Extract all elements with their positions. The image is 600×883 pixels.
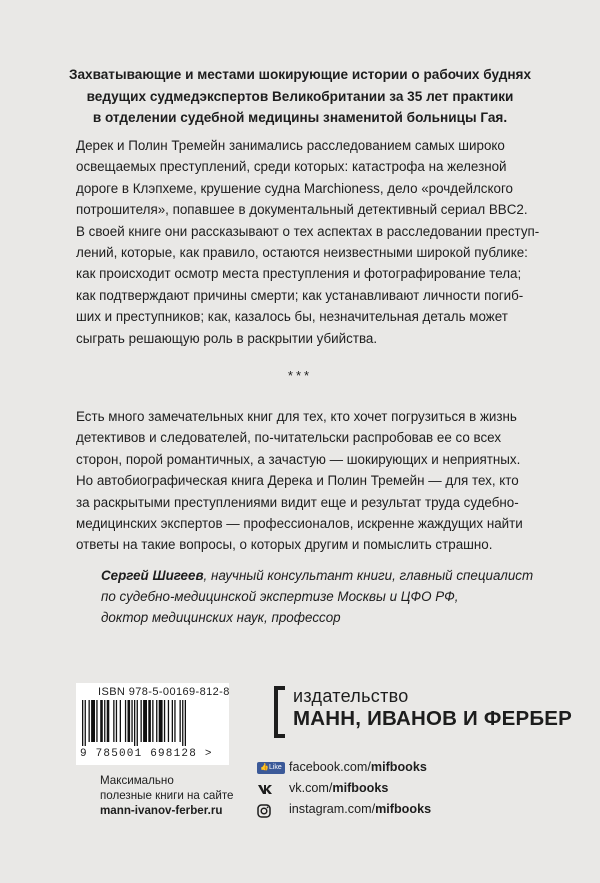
barcode-icon bbox=[80, 700, 226, 748]
barcode-bar bbox=[164, 700, 165, 742]
paragraph-line: сторон, порой романтичных, а зачастую — шокирующих и неприятных. bbox=[76, 451, 521, 467]
lead-summary bbox=[58, 64, 542, 129]
barcode-bar bbox=[159, 700, 163, 742]
review-attribution bbox=[101, 565, 561, 628]
barcode-bar bbox=[143, 700, 147, 742]
paragraph-line: медицинских экспертов — профессионалов, искренне жаждущих найти bbox=[76, 516, 523, 532]
barcode-bar bbox=[134, 700, 135, 746]
barcode-bar bbox=[128, 700, 131, 742]
publisher-bracket-icon bbox=[274, 686, 285, 738]
lead-line: ведущих судмедэкспертов Великобритании за 35 лет практики bbox=[86, 88, 514, 104]
isbn-text: ISBN 978-5-00169-812-8 bbox=[98, 686, 230, 698]
social-handle: mifbooks bbox=[370, 760, 427, 774]
paragraph-line: за раскрытыми преступлениями видит еще и результат труда судебно- bbox=[76, 494, 519, 510]
paragraph-line: потрошителя», попавшее в документальный детективный сериал BBC2. bbox=[76, 202, 528, 218]
paragraph-line: детективов и следователей, по-читательски распробовав ее со всех bbox=[76, 430, 502, 446]
barcode-bar bbox=[185, 700, 186, 746]
barcode-bar bbox=[131, 700, 132, 742]
lead-line: Захватывающие и местами шокирующие истории о рабочих буднях bbox=[68, 67, 532, 82]
social-handle: mifbooks bbox=[332, 781, 389, 795]
paragraph-line: ших и преступников; как, казалось бы, незначительная деталь может bbox=[76, 309, 508, 325]
paragraph-line: лений, которые, как правило, остаются неизвестными широкой публике: bbox=[76, 245, 528, 261]
publisher-label: издательство bbox=[293, 686, 409, 706]
paragraph-line: В своей книге они рассказывают о тех аспектах в расследовании преступ- bbox=[76, 223, 540, 239]
facebook-like-icon: 👍Like bbox=[257, 762, 285, 774]
paragraph-line: Есть много замечательных книг для тех, кто хочет погрузиться в жизнь bbox=[76, 409, 517, 424]
barcode-bar bbox=[168, 700, 169, 742]
promo-line: Максимально bbox=[100, 774, 174, 787]
barcode-bar bbox=[137, 700, 138, 746]
reviewer-role-line: по судебно-медицинской экспертизе Москвы и ЦФО РФ, bbox=[101, 589, 459, 604]
barcode-bar bbox=[125, 700, 126, 742]
barcode-bar bbox=[174, 700, 175, 742]
barcode-bar bbox=[104, 700, 105, 742]
barcode-bar bbox=[152, 700, 153, 742]
barcode-bar bbox=[85, 700, 86, 746]
review-paragraph bbox=[76, 406, 546, 556]
barcode-bar bbox=[96, 700, 97, 742]
paragraph-line: ответы на такие вопросы, о которых другим и помыслить страшно. bbox=[76, 537, 493, 553]
barcode-bar bbox=[141, 700, 142, 742]
social-prefix: vk.com/ bbox=[289, 781, 333, 795]
barcode-bar bbox=[148, 700, 151, 742]
paragraph-line: как подтверждают причины смерти; как устанавливают личности погиб- bbox=[76, 287, 524, 303]
barcode-bar bbox=[89, 700, 90, 742]
section-separator: *** bbox=[287, 368, 313, 383]
barcode-bar bbox=[91, 700, 95, 742]
paragraph-line: освещаемых преступлений, среди которых: катастрофа на железной bbox=[76, 159, 507, 175]
barcode-bar bbox=[172, 700, 173, 742]
publisher-name: МАНН, ИВАНОВ И ФЕРБЕР bbox=[293, 707, 573, 730]
barcode-bar bbox=[156, 700, 157, 742]
paragraph-line: Но автобиографическая книга Дерека и Полин Тремейн — для тех, кто bbox=[76, 473, 519, 489]
social-prefix: facebook.com/ bbox=[289, 760, 371, 774]
reviewer-role: , научный консультант книги, главный специалист bbox=[203, 568, 534, 583]
website-promo bbox=[100, 773, 233, 818]
paragraph-line: дороге в Клэпхеме, крушение судна Marchioness, дело «рочдейлского bbox=[76, 180, 513, 196]
paragraph-line: как происходит осмотр места преступления и фотографирование тела; bbox=[76, 266, 522, 282]
barcode-bar bbox=[180, 700, 181, 742]
barcode-digits: 9 785001 698128 > bbox=[80, 748, 213, 760]
paragraph-line: Дерек и Полин Тремейн занимались расследованием самых широко bbox=[76, 138, 505, 153]
barcode-bar bbox=[182, 700, 183, 746]
barcode-bar bbox=[120, 700, 121, 742]
description-paragraph bbox=[76, 135, 546, 349]
website-link[interactable]: mann-ivanov-ferber.ru bbox=[100, 804, 223, 817]
social-handle: mifbooks bbox=[375, 802, 432, 816]
vk-icon bbox=[257, 783, 273, 798]
barcode-bar bbox=[82, 700, 83, 746]
reviewer-degree: доктор медицинских наук, профессор bbox=[101, 610, 341, 625]
barcode-bar bbox=[116, 700, 117, 742]
reviewer-name: Сергей Шигеев bbox=[101, 568, 204, 583]
promo-line: полезные книги на сайте bbox=[100, 789, 234, 802]
social-prefix: instagram.com/ bbox=[289, 802, 376, 816]
barcode-bar bbox=[100, 700, 103, 742]
lead-line: в отделении судебной медицины знаменитой больницы Гая. bbox=[92, 110, 508, 125]
barcode-bar bbox=[107, 700, 110, 742]
paragraph-line: сыграть решающую роль в раскрытии убийства. bbox=[76, 330, 378, 346]
instagram-icon bbox=[257, 804, 271, 821]
barcode-bar bbox=[113, 700, 114, 742]
